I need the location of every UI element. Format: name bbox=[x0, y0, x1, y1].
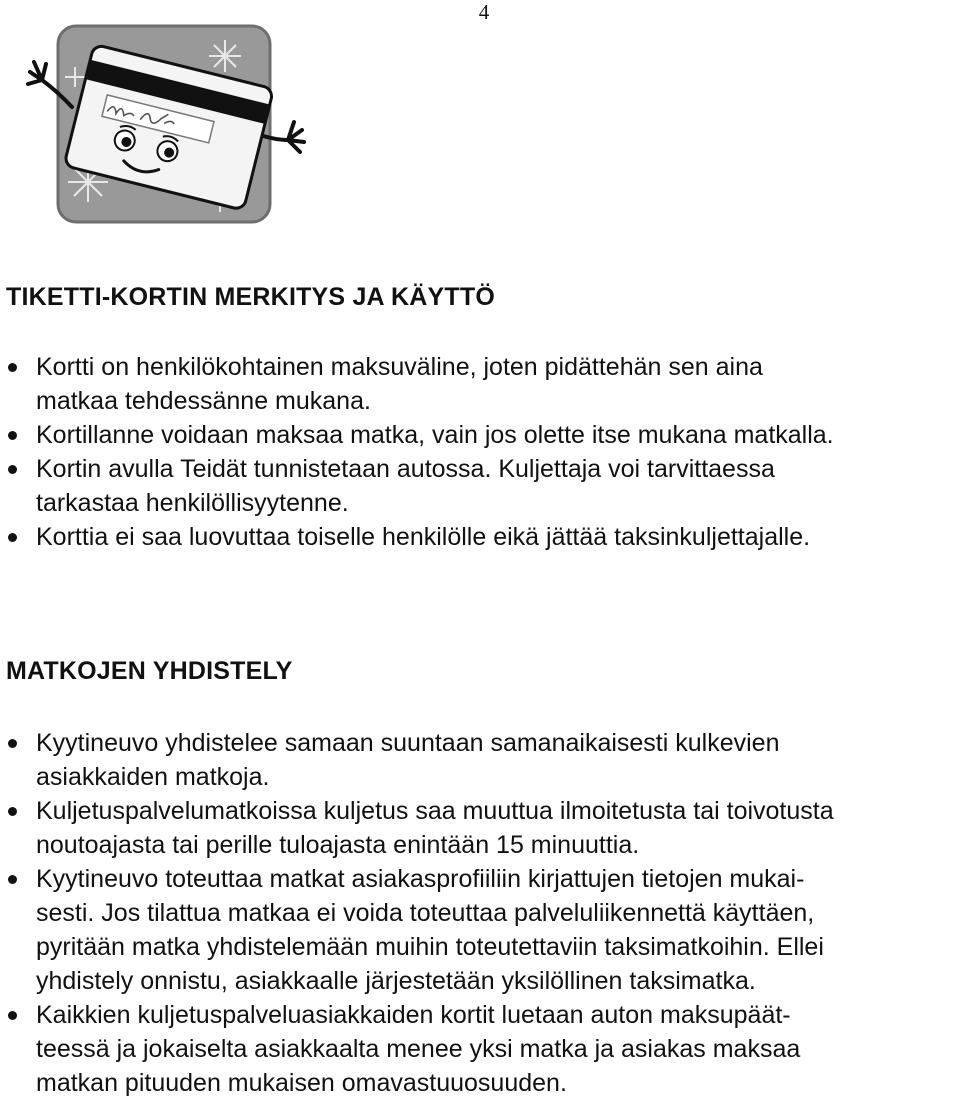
bullet-icon bbox=[8, 875, 17, 884]
section-heading-trip-combining: MATKOJEN YHDISTELY bbox=[6, 657, 293, 685]
bullet-icon bbox=[8, 533, 17, 542]
bullet-icon bbox=[8, 465, 17, 474]
list-item: Kortillanne voidaan maksaa matka, vain jos olette itse mukana matkalla. bbox=[0, 418, 950, 452]
bullet-icon bbox=[8, 807, 17, 816]
list-item: Kuljetuspalvelumatkoissa kuljetus saa muuttua ilmoitetusta tai toivotusta noutoajasta tai perille tuloajasta enintään 15 minuuttia. bbox=[0, 794, 950, 862]
bullet-icon bbox=[8, 739, 17, 748]
list-item: Kyytineuvo toteuttaa matkat asiakasprofiiliin kirjattujen tietojen mukai- sesti. Jos tilattua matkaa ei voida toteuttaa palveluliikennettä käyttäen, pyritään matka yhdistelemään muihin toteutettaviin taksimatkoihin. Ellei yhdistely onnistu, asiakkaalle järjestetään yksilöllinen taksimatka. bbox=[0, 862, 950, 998]
bullet-icon bbox=[8, 363, 17, 372]
trip-combining-list bbox=[0, 726, 950, 1100]
list-item: Kortin avulla Teidät tunnistetaan autossa. Kuljettaja voi tarvittaessa tarkastaa henkilöllisyytenne. bbox=[0, 452, 950, 520]
list-item: Kaikkien kuljetuspalveluasiakkaiden kortit luetaan auton maksupäät- teessä ja jokaiselta asiakkaalta menee yksi matka ja asiakas maksaa matkan pituuden mukaisen omavastuuosuuden. bbox=[0, 998, 950, 1100]
bullet-icon bbox=[8, 1011, 17, 1020]
page-number: 4 bbox=[478, 0, 490, 24]
bullet-icon bbox=[8, 431, 17, 440]
list-item: Korttia ei saa luovuttaa toiselle henkilölle eikä jättää taksinkuljettajalle. bbox=[0, 520, 950, 554]
section-heading-card-usage: TIKETTI-KORTIN MERKITYS JA KÄYTTÖ bbox=[6, 283, 495, 311]
list-item: Kortti on henkilökohtainen maksuväline, joten pidättehän sen aina matkaa tehdessänne mukana. bbox=[0, 350, 950, 418]
smiling-ticket-card-icon bbox=[20, 22, 310, 227]
card-usage-list bbox=[0, 350, 950, 554]
list-item: Kyytineuvo yhdistelee samaan suuntaan samanaikaisesti kulkevien asiakkaiden matkoja. bbox=[0, 726, 950, 794]
